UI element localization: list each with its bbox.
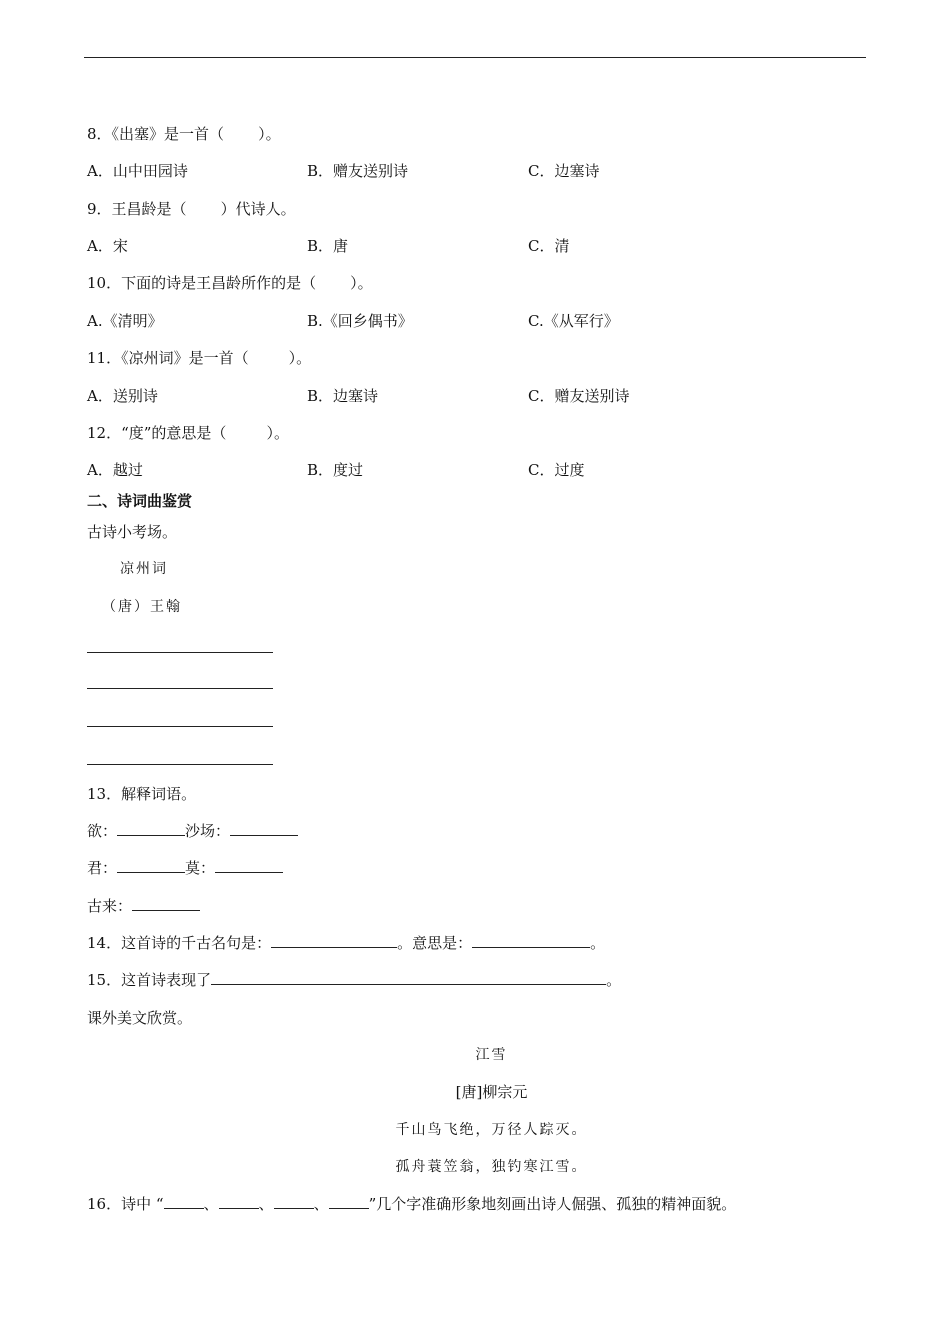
option-b[interactable]: B．唐 — [307, 237, 349, 255]
question-number: 10． — [87, 274, 122, 292]
extra-reading-intro: 课外美文欣赏。 — [87, 1009, 193, 1027]
question-9 — [87, 199, 296, 219]
poem2-line: 千山鸟飞绝，万径人踪灭。 — [395, 1122, 588, 1138]
question-stem-end: ）代诗人。 — [220, 200, 296, 218]
term-label: 沙场： — [185, 822, 231, 840]
answer-blank[interactable] — [117, 821, 185, 836]
question-stem-end: 。 — [606, 971, 622, 989]
term-label: 欲： — [87, 822, 118, 840]
question-11 — [87, 348, 311, 368]
option-a[interactable]: A．越过 — [87, 461, 143, 479]
option-c[interactable]: C.《从军行》 — [528, 312, 619, 330]
q13-row-2 — [87, 858, 283, 878]
option-c[interactable]: C．边塞诗 — [528, 162, 600, 180]
question-10 — [87, 273, 373, 293]
question-stem-end: ）。 — [350, 274, 373, 292]
poem2-line: 孤舟蓑笠翁，独钓寒江雪。 — [395, 1159, 588, 1175]
poem-line-blank[interactable] — [87, 688, 273, 689]
option-a[interactable]: A．送别诗 — [87, 387, 158, 405]
question-stem: 14．这首诗的千古名句是： — [87, 934, 272, 952]
answer-blank[interactable] — [472, 933, 590, 948]
option-c[interactable]: C．清 — [528, 237, 570, 255]
question-8 — [87, 124, 281, 144]
separator: 、 — [258, 1195, 274, 1213]
option-b[interactable]: B．度过 — [307, 461, 364, 479]
option-b[interactable]: B．赠友送别诗 — [307, 162, 409, 180]
question-stem: 下面的诗是王昌龄所作的是（ — [121, 274, 317, 292]
question-stem: 《凉州词》是一首（ — [121, 349, 249, 367]
answer-blank[interactable] — [329, 1194, 369, 1209]
answer-blank[interactable] — [117, 858, 185, 873]
question-15 — [87, 970, 621, 990]
question-14 — [87, 933, 605, 953]
answer-blank[interactable] — [219, 1194, 259, 1209]
answer-blank[interactable] — [164, 1194, 204, 1209]
question-stem: 16．诗中 “ — [87, 1195, 164, 1213]
poem-line-blank[interactable] — [87, 764, 273, 765]
term-label: 莫： — [185, 859, 216, 877]
question-stem-end: 。 — [590, 934, 606, 952]
answer-blank[interactable] — [132, 896, 200, 911]
question-stem: 《出塞》是一首（ — [111, 125, 225, 143]
poem-title: 凉州词 — [120, 561, 168, 577]
option-c[interactable]: C．赠友送别诗 — [528, 387, 630, 405]
answer-blank[interactable] — [274, 1194, 314, 1209]
question-number: 12． — [87, 424, 122, 442]
poem-line-blank[interactable] — [87, 652, 273, 653]
answer-blank[interactable] — [230, 821, 298, 836]
option-b[interactable]: B．边塞诗 — [307, 387, 379, 405]
section-heading: 二、诗词曲鉴赏 — [87, 492, 193, 510]
poem2-title: 江雪 — [475, 1047, 508, 1063]
question-number: 9． — [87, 200, 112, 218]
question-13: 13．解释词语。 — [87, 785, 197, 803]
answer-blank[interactable] — [215, 858, 283, 873]
question-stem-end: ）。 — [266, 424, 289, 442]
answer-blank[interactable] — [271, 933, 397, 948]
question-12 — [87, 423, 289, 443]
term-label: 君： — [87, 859, 118, 877]
poem-author: （唐）王翰 — [102, 599, 182, 615]
question-stem-end: ”几个字准确形象地刻画出诗人倔强、孤独的精神面貌。 — [368, 1195, 737, 1213]
option-a[interactable]: A．宋 — [87, 237, 128, 255]
question-stem: 15．这首诗表现了 — [87, 971, 212, 989]
q13-row-3 — [87, 896, 200, 916]
question-stem: 。意思是： — [397, 934, 473, 952]
section-intro: 古诗小考场。 — [87, 523, 178, 541]
question-number: 8． — [87, 125, 112, 143]
header-rule — [84, 57, 866, 58]
option-c[interactable]: C．过度 — [528, 461, 585, 479]
question-stem: 王昌龄是（ — [111, 200, 187, 218]
option-a[interactable]: A．山中田园诗 — [87, 162, 188, 180]
poem2-author: [唐]柳宗元 — [455, 1083, 528, 1101]
answer-blank[interactable] — [211, 970, 606, 985]
question-number: 11． — [87, 349, 122, 367]
separator: 、 — [313, 1195, 329, 1213]
question-stem: “度”的意思是（ — [121, 424, 227, 442]
option-a[interactable]: A.《清明》 — [87, 312, 163, 330]
question-stem-end: ）。 — [258, 125, 281, 143]
poem-line-blank[interactable] — [87, 726, 273, 727]
separator: 、 — [203, 1195, 219, 1213]
option-b[interactable]: B.《回乡偶书》 — [307, 312, 413, 330]
question-16 — [87, 1194, 736, 1214]
question-stem-end: ）。 — [288, 349, 312, 367]
q13-row-1 — [87, 821, 298, 841]
term-label: 古来： — [87, 897, 133, 915]
